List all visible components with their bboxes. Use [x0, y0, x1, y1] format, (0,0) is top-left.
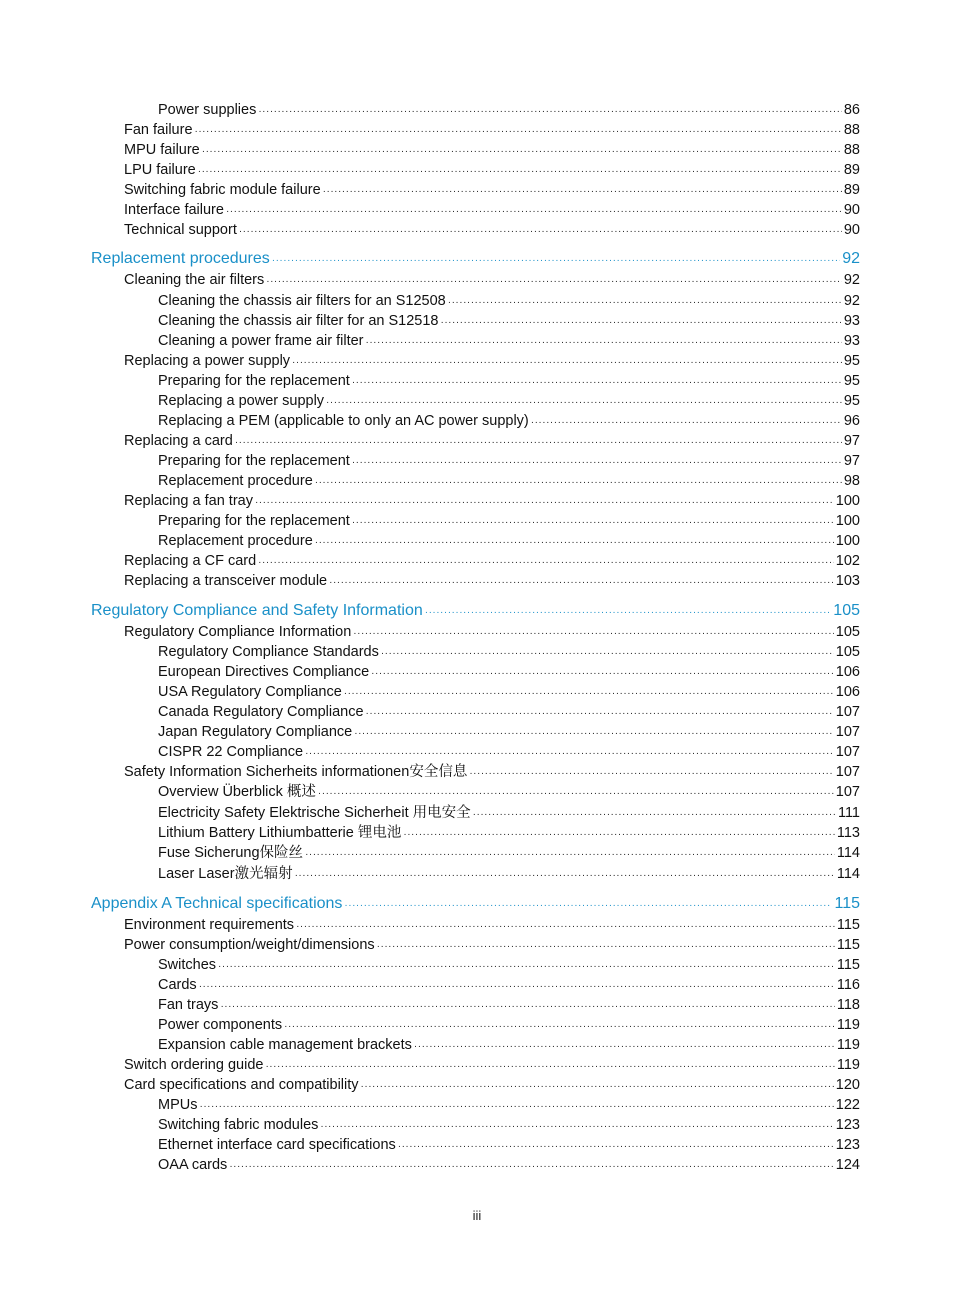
toc-entry-page: 124	[835, 1157, 860, 1173]
toc-entry[interactable]	[124, 220, 860, 240]
toc-entry[interactable]	[158, 1155, 860, 1175]
toc-entry[interactable]	[158, 411, 860, 431]
dot-leader	[361, 1077, 834, 1097]
toc-entry-page: 123	[835, 1137, 860, 1153]
toc-entry-page: 97	[843, 433, 860, 449]
toc-entry-title: Technical support	[124, 222, 237, 238]
toc-entry-title: Regulatory Compliance and Safety Information	[91, 602, 423, 619]
dot-leader	[266, 272, 842, 292]
toc-entry[interactable]	[158, 864, 860, 884]
toc-entry-title: Lithium Battery Lithiumbatterie 锂电池	[158, 825, 402, 841]
toc-entry[interactable]	[158, 642, 860, 662]
toc-entry-title: Canada Regulatory Compliance	[158, 704, 364, 720]
dot-leader	[315, 473, 842, 493]
toc-entry-title: MPU failure	[124, 142, 200, 158]
toc-entry-page: 96	[843, 413, 860, 429]
toc-entry-title: Overview Überblick 概述	[158, 784, 316, 800]
toc-entry-title: Preparing for the replacement	[158, 373, 350, 389]
toc-entry-page: 90	[843, 202, 860, 218]
dot-leader	[202, 142, 842, 162]
dot-leader	[198, 162, 842, 182]
dot-leader	[292, 353, 842, 373]
toc-entry-page: 100	[835, 513, 860, 529]
toc-entry-page: 93	[843, 313, 860, 329]
toc-entry-title: Regulatory Compliance Standards	[158, 644, 379, 660]
toc-entry-page: 106	[835, 684, 860, 700]
toc-entry-page: 89	[843, 162, 860, 178]
toc-entry[interactable]	[158, 471, 860, 491]
toc-entry[interactable]	[124, 200, 860, 220]
toc-entry-title: Replacing a power supply	[158, 393, 325, 409]
dot-leader	[258, 553, 834, 573]
toc-entry[interactable]	[124, 571, 860, 591]
toc-entry-title: Preparing for the replacement	[158, 513, 350, 529]
dot-leader	[371, 664, 834, 684]
toc-entry[interactable]	[124, 915, 860, 935]
dot-leader	[326, 393, 842, 413]
dot-leader	[255, 493, 834, 513]
dot-leader	[305, 744, 834, 764]
toc-entry-page: 122	[835, 1097, 860, 1113]
toc-entry[interactable]	[124, 1055, 860, 1075]
toc-entry[interactable]	[124, 120, 860, 140]
toc-entry[interactable]	[158, 451, 860, 471]
dot-leader	[531, 413, 842, 433]
dot-leader	[353, 624, 834, 644]
toc-entry[interactable]	[158, 1035, 860, 1055]
toc-entry[interactable]	[124, 622, 860, 642]
toc-entry-title: Replacement procedure	[158, 533, 313, 549]
dot-leader	[235, 433, 842, 453]
toc-entry-title: Replacing a PEM (applicable to only an AC power supply)	[158, 413, 529, 429]
toc-entry-title: Ethernet interface card specifications	[158, 1137, 396, 1153]
toc-entry[interactable]	[158, 331, 860, 351]
dot-leader	[329, 573, 834, 593]
toc-entry-page: 114	[836, 866, 860, 882]
toc-entry-title: Cleaning a power frame air filter	[158, 333, 364, 349]
toc-entry-title: Laser Laser激光辐射	[158, 866, 293, 882]
toc-entry-page: 115	[834, 895, 860, 912]
toc-entry[interactable]	[124, 180, 860, 200]
toc-entry-title: Switching fabric modules	[158, 1117, 319, 1133]
dot-leader	[425, 603, 832, 623]
dot-leader	[284, 1017, 835, 1037]
toc-entry-page: 114	[836, 845, 860, 861]
toc-entry-title: USA Regulatory Compliance	[158, 684, 342, 700]
toc-entry[interactable]	[158, 662, 860, 682]
toc-entry-title: European Directives Compliance	[158, 664, 370, 680]
toc-entry-title: MPUs	[158, 1097, 198, 1113]
toc-entry-title: Japan Regulatory Compliance	[158, 724, 353, 740]
toc-entry-page: 113	[836, 825, 860, 841]
toc-entry[interactable]	[158, 702, 860, 722]
toc-entry[interactable]	[158, 371, 860, 391]
dot-leader	[414, 1037, 835, 1057]
dot-leader	[366, 704, 834, 724]
dot-leader	[344, 896, 832, 916]
toc-entry[interactable]	[158, 955, 860, 975]
toc-entry-page: 107	[835, 704, 860, 720]
toc-entry-title: Fan trays	[158, 997, 219, 1013]
toc-entry[interactable]	[158, 100, 860, 120]
toc-entry-page: 118	[836, 997, 860, 1013]
toc-entry-title: Replacement procedure	[158, 473, 313, 489]
dot-leader	[265, 1057, 834, 1077]
toc-entry-title: Switch ordering guide	[124, 1057, 264, 1073]
toc-entry-title: LPU failure	[124, 162, 196, 178]
toc-entry-page: 105	[833, 602, 860, 619]
toc-entry-title: Expansion cable management brackets	[158, 1037, 412, 1053]
toc-entry-page: 100	[835, 493, 860, 509]
toc-entry-title: Replacing a card	[124, 433, 233, 449]
toc-entry-page: 100	[835, 533, 860, 549]
toc-entry-page: 107	[835, 784, 860, 800]
toc-entry[interactable]	[158, 531, 860, 551]
toc-entry[interactable]	[158, 1135, 860, 1155]
dot-leader	[315, 533, 834, 553]
toc-entry[interactable]	[124, 935, 860, 955]
toc-entry[interactable]	[124, 551, 860, 571]
dot-leader	[473, 805, 836, 825]
toc-entry[interactable]	[124, 491, 860, 511]
toc-chapter[interactable]	[91, 249, 860, 269]
dot-leader	[352, 373, 842, 393]
dot-leader	[199, 977, 835, 997]
toc-entry-page: 89	[843, 182, 860, 198]
toc-entry-title: Appendix A Technical specifications	[91, 895, 343, 912]
toc-entry-page: 88	[843, 142, 860, 158]
dot-leader	[377, 937, 835, 957]
toc-entry[interactable]	[124, 762, 860, 782]
page-number: iii	[472, 1208, 482, 1223]
toc-entry-page: 111	[837, 805, 860, 821]
toc-entry-page: 119	[836, 1037, 860, 1053]
toc-entry[interactable]	[158, 782, 860, 802]
toc-entry-page: 95	[843, 353, 860, 369]
toc-entry-title: Fuse Sicherung保险丝	[158, 845, 304, 861]
toc-entry-title: Replacement procedures	[91, 250, 270, 267]
dot-leader	[195, 122, 842, 142]
toc-entry[interactable]	[124, 270, 860, 290]
dot-leader	[226, 202, 842, 222]
toc-entry-page: 92	[843, 272, 860, 288]
dot-leader	[354, 724, 834, 744]
toc-entry-title: Replacing a power supply	[124, 353, 291, 369]
toc-entry-page: 105	[835, 644, 860, 660]
toc-entry-title: Replacing a transceiver module	[124, 573, 328, 589]
toc-entry[interactable]	[158, 391, 860, 411]
toc-entry[interactable]	[158, 742, 860, 762]
dot-leader	[352, 513, 834, 533]
toc-entry[interactable]	[124, 431, 860, 451]
toc-entry-title: Card specifications and compatibility	[124, 1077, 359, 1093]
toc-entry[interactable]	[158, 995, 860, 1015]
toc-entry[interactable]	[158, 511, 860, 531]
toc-entry[interactable]	[158, 803, 860, 823]
toc-entry[interactable]	[158, 1115, 860, 1135]
dot-leader	[320, 1117, 833, 1137]
toc-entry-page: 98	[843, 473, 860, 489]
dot-leader	[296, 917, 835, 937]
toc-entry[interactable]	[158, 291, 860, 311]
toc-entry-title: Power consumption/weight/dimensions	[124, 937, 375, 953]
toc-entry-title: Cards	[158, 977, 197, 993]
toc-entry-page: 115	[836, 957, 860, 973]
toc-entry-page: 106	[835, 664, 860, 680]
toc-entry[interactable]	[158, 975, 860, 995]
toc-entry[interactable]	[158, 1095, 860, 1115]
toc-chapter[interactable]	[91, 894, 860, 914]
toc-entry-page: 115	[836, 937, 860, 953]
dot-leader	[239, 222, 842, 242]
toc-entry-title: Power supplies	[158, 102, 257, 118]
toc-entry-title: Safety Information Sicherheits informationen安全信息	[124, 764, 468, 780]
toc-entry-title: Electricity Safety Elektrische Sicherheit 用电安全	[158, 805, 471, 821]
toc-entry-page: 107	[835, 764, 860, 780]
dot-leader	[305, 845, 835, 865]
toc-entry-title: OAA cards	[158, 1157, 228, 1173]
toc-entry[interactable]	[158, 311, 860, 331]
toc-entry-page: 107	[835, 724, 860, 740]
toc-entry[interactable]	[124, 351, 860, 371]
toc-entry-title: Cleaning the chassis air filter for an S12518	[158, 313, 439, 329]
toc-entry[interactable]	[158, 682, 860, 702]
toc-entry-page: 103	[835, 573, 860, 589]
toc-entry[interactable]	[158, 843, 860, 863]
toc-entry[interactable]	[158, 1015, 860, 1035]
toc-entry[interactable]	[124, 160, 860, 180]
toc-entry-page: 92	[842, 250, 860, 267]
toc-entry-title: Power components	[158, 1017, 283, 1033]
dot-leader	[295, 866, 835, 886]
toc-entry-page: 95	[843, 393, 860, 409]
toc-entry[interactable]	[124, 1075, 860, 1095]
toc-entry-title: Cleaning the chassis air filters for an S12508	[158, 293, 446, 309]
toc-entry-page: 86	[843, 102, 860, 118]
toc-entry-page: 123	[835, 1117, 860, 1133]
toc-entry-title: Replacing a fan tray	[124, 493, 253, 509]
toc-entry-title: Switches	[158, 957, 217, 973]
dot-leader	[323, 182, 842, 202]
dot-leader	[318, 784, 834, 804]
toc-entry-page: 93	[843, 333, 860, 349]
dot-leader	[220, 997, 834, 1017]
toc-entry-title: CISPR 22 Compliance	[158, 744, 304, 760]
toc-entry[interactable]	[158, 823, 860, 843]
toc-entry-page: 95	[843, 373, 860, 389]
dot-leader	[272, 251, 840, 271]
dot-leader	[403, 825, 835, 845]
dot-leader	[448, 293, 842, 313]
toc-entry-title: Interface failure	[124, 202, 224, 218]
toc-chapter[interactable]	[91, 601, 860, 621]
toc-entry-page: 119	[836, 1017, 860, 1033]
dot-leader	[381, 644, 834, 664]
dot-leader	[366, 333, 842, 353]
dot-leader	[199, 1097, 833, 1117]
dot-leader	[229, 1157, 833, 1177]
dot-leader	[352, 453, 842, 473]
toc-entry-page: 97	[843, 453, 860, 469]
toc-entry-page: 107	[835, 744, 860, 760]
toc-entry-page: 120	[835, 1077, 860, 1093]
toc-entry-page: 88	[843, 122, 860, 138]
toc-entry-title: Replacing a CF card	[124, 553, 257, 569]
dot-leader	[398, 1137, 834, 1157]
toc-entry[interactable]	[124, 140, 860, 160]
toc-entry-page: 102	[835, 553, 860, 569]
toc-entry-page: 115	[836, 917, 860, 933]
toc-entry-title: Environment requirements	[124, 917, 295, 933]
toc-entry-title: Regulatory Compliance Information	[124, 624, 352, 640]
toc-entry-page: 119	[836, 1057, 860, 1073]
toc-entry[interactable]	[158, 722, 860, 742]
dot-leader	[469, 764, 833, 784]
toc-entry-title: Fan failure	[124, 122, 193, 138]
dot-leader	[344, 684, 834, 704]
toc-entry-page: 90	[843, 222, 860, 238]
dot-leader	[258, 102, 842, 122]
dot-leader	[441, 313, 842, 333]
dot-leader	[218, 957, 835, 977]
toc-entry-page: 116	[836, 977, 860, 993]
toc-entry-title: Cleaning the air filters	[124, 272, 265, 288]
toc-entry-title: Switching fabric module failure	[124, 182, 321, 198]
toc-entry-page: 92	[843, 293, 860, 309]
toc-entry-page: 105	[835, 624, 860, 640]
toc-entry-title: Preparing for the replacement	[158, 453, 350, 469]
